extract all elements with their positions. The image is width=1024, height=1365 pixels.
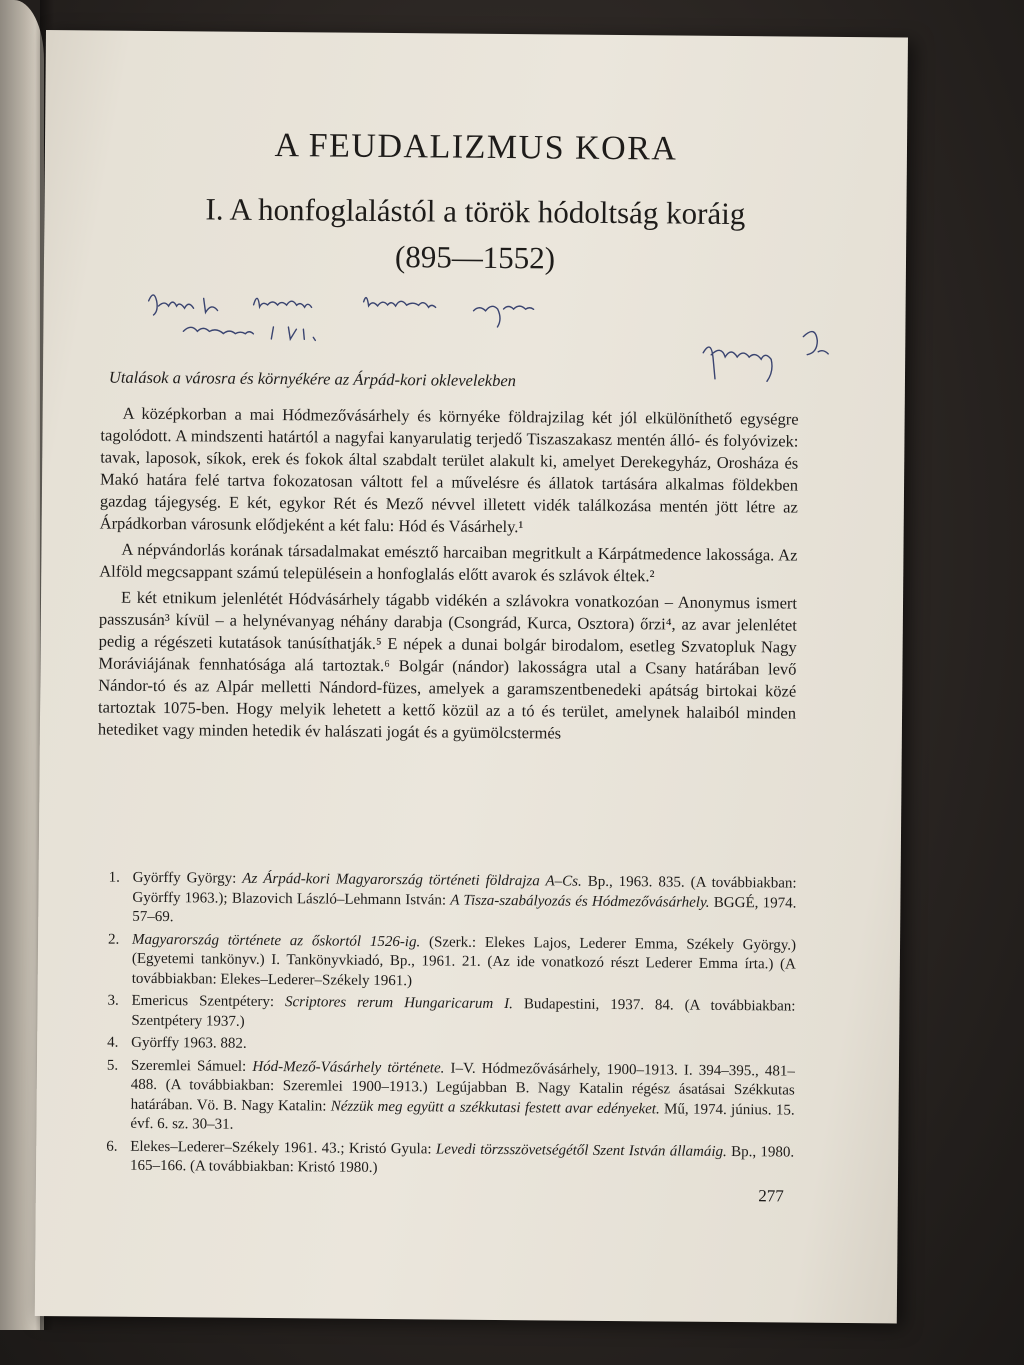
footnote-work-title: Az Árpád-kori Magyarország történeti földrajza A–Cs.: [242, 870, 582, 890]
subtitle-line-2: (895—1552): [394, 239, 556, 276]
paragraph-3: E két etnikum jelenlétét Hódvásárhely tágabb vidékén a szlávokra vonatkozóan – Anonymus ismert passzusán³ kívül – a helynévanyag néhány darabja (Csongrád, Kurca, Osztora) őrzi⁴, az avar jelenlétet pedig a régészeti kutatások tanúsíthatják.⁵ E népek a dunai bolgár birodalom, esetleg Szvatopluk Nagy Moráviájának fennhatósága alá tartoztak.⁶ Bolgár (nándor) lakosságra utal a Csany határában levő Nándor-tó és az Alpár melletti Nándord-füzes, amelyek a garamszentbenedeki apátság birtokai közé tartoztak 1075-ben. Hogy melyik lehetett a kettő közül az a tó és terület, amelynek halaiból minden hetediket vagy minden hetedik év halászati jogát és a gyümölcstermés: [97, 587, 798, 743]
footnote-work-title: Magyarország története az őskortól 1526-ig.: [131, 931, 421, 950]
footnote-text: Györffy 1963. 882.: [131, 1034, 247, 1052]
footnote-number: 3.: [107, 992, 119, 1009]
footnote-1: [96, 868, 796, 933]
page-number: 277: [758, 1186, 784, 1206]
section-heading: Utalások a városra és környékére az Árpád-kori oklevelekben: [108, 367, 517, 391]
footnote-text: Emericus Szentpétery:: [131, 992, 286, 1011]
footnote-2: [96, 930, 796, 995]
footnote-number: 5.: [106, 1057, 119, 1074]
footnote-text: Bp., 1963. 835. (A továbbiakban: Györffy 1963.); Blazovich László–Lehmann István:: [132, 873, 797, 909]
footnote-3: [95, 991, 795, 1036]
footnote-text: Bp., 1980. 165–166. (A továbbiakban: Kristó 1980.): [130, 1143, 795, 1176]
footnotes: [94, 868, 797, 1185]
footnote-text: Györffy György:: [132, 869, 243, 887]
footnote-5: [94, 1056, 795, 1140]
footnote-text: Szeremlei Sámuel:: [130, 1057, 253, 1075]
footnote-text: I–V. Hódmezővásárhely, 1900–1913. I. 394–395., 481–488. (A továbbiakban: Szeremlei 1900–1913.) Legújabban B. Nagy Katalin régész ásatásai Székkutas határában. Vö. B. Nagy Katalin:: [130, 1060, 795, 1115]
subtitle-line-1: I. A honfoglalástól a török hódoltság koráig: [205, 191, 746, 232]
footnote-text: Budapestini, 1937. 84. (A továbbiakban: Szentpétery 1937.): [131, 996, 796, 1030]
paragraph-2: A népvándorlás korának társadalmakat emésztő harcaiban megritkult a Kárpátmedence lakossága. Az Alföld megcsappant számú településein a honfoglalás előtt avarok és szlávok éltek.²: [99, 539, 798, 586]
footnote-work-title: Scriptores rerum Hungaricarum I.: [284, 994, 514, 1013]
footnote-text: (Szerk.: Elekes Lajos, Lederer Emma, Székely György.) (Egyetemi tankönyv.) I. Tankönyvkiadó, Bp., 1961. 21. (Az ide vonatkozó részt Lederer Emma írta.) (A továbbiakban: Elekes–Lederer–Székely 1961.): [131, 933, 797, 989]
footnote-work-title: Nézzük meg együtt a székkutasi festett avar edényeket.: [330, 1098, 660, 1117]
footnote-work-title: A Tisza-szabályozás és Hódmezővásárhely.: [450, 892, 710, 911]
footnote-number: 1.: [108, 869, 120, 886]
footnote-number: 4.: [107, 1034, 119, 1051]
footnote-4: [95, 1033, 795, 1059]
footnote-number: 6.: [106, 1138, 118, 1155]
footnote-number: 2.: [107, 931, 120, 948]
footnote-text: Mű, 1974. június. 15. évf. 6. sz. 30–31.: [130, 1100, 795, 1133]
chapter-title: A FEUDALIZMUS KORA: [274, 126, 678, 168]
paragraph-1: A középkorban a mai Hódmezővásárhely és környéke földrajzilag két jól elkülöníthető egységre tagolódott. A mindszenti határtól a nagyfai kanyarulatig terjedő Tiszaszakasz mentén álló- és folyóvizek: tavak, laposok, síkok, erek és fokok által szabdalt terület alakult ki, amelyet Derekegyház, Orosháza és Makó határa felé tartva fokozatosan váltott fel a művelésre és állatok tartására alkalmas földekben gazdag tájegység. E két, egykor Rét és Mező névvel illetett vidék találkozása mentén jött létre az Árpádkorban városunk elődjeként a két falu: Hód és Vásárhely.¹: [99, 403, 799, 537]
footnote-work-title: Hód-Mező-Vásárhely története.: [252, 1058, 445, 1077]
chapter-subtitle: [44, 185, 907, 285]
footnote-6: [94, 1137, 794, 1182]
main-text: [98, 402, 799, 750]
footnote-work-title: Levedi törzsszövetségétől Szent István államáig.: [435, 1140, 727, 1160]
footnote-text: BGGÉ, 1974. 57–69.: [132, 894, 797, 926]
footnote-text: Elekes–Lederer–Székely 1961. 43.; Kristó Gyula:: [130, 1138, 436, 1157]
book-page: [35, 30, 908, 1323]
